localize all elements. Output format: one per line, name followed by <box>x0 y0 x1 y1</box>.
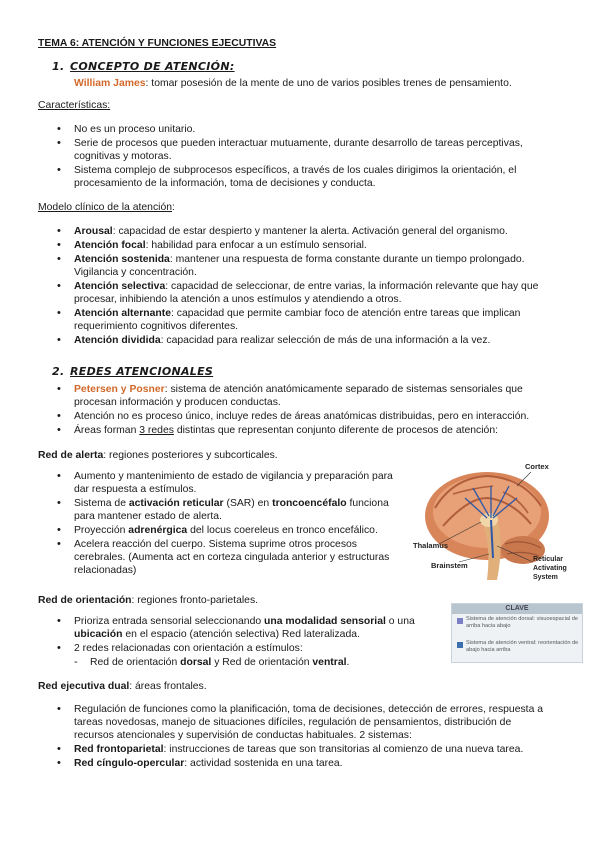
brainstem-label: Brainstem <box>431 561 468 570</box>
list-item: • 2 redes relacionadas con orientación a estímulos: <box>0 642 404 655</box>
list-item: • Atención no es proceso único, incluye redes de áreas anatómicas distribuidas, pero en interacción. <box>0 410 552 423</box>
list-item: • Aumento y mantenimiento de estado de vigilancia y preparación para dar respuesta a estímulos. <box>0 470 404 496</box>
list-item: • Atención dividida: capacidad para realizar selección de más de una información a la vez. <box>0 334 552 347</box>
legend-title: CLAVE <box>452 604 582 614</box>
brain-diagram-image <box>413 458 581 586</box>
list-item: • Sistema de activación reticular (SAR) en troncoencéfalo funciona para mantener estado de alerta. <box>0 497 404 523</box>
list-item: - Red de orientación dorsal y Red de orientación ventral. <box>0 656 420 669</box>
model-label: Modelo clínico de la atención: <box>38 202 175 213</box>
list-item: • Áreas forman 3 redes distintas que representan conjunto diferente de procesos de atención: <box>0 424 552 437</box>
list-item: • No es un proceso unitario. <box>0 123 552 136</box>
list-item: • Atención sostenida: mantener una respuesta de forma constante durante un tiempo prolongado. Vigilancia y concentración. <box>0 253 552 279</box>
list-item: • Arousal: capacidad de estar despierto y mantener la alerta. Activación general del organismo. <box>0 225 552 238</box>
orientation-network-label: Red de orientación: regiones fronto-parietales. <box>38 595 259 606</box>
list-item: • Red cíngulo-opercular: actividad sostenida en una tarea. <box>0 757 552 770</box>
list-item: • Sistema complejo de subprocesos específicos, a través de los cuales dirigimos la orientación, el procesamiento de la información, toma de decisiones y conducta. <box>0 164 552 190</box>
alert-network-list <box>0 470 404 578</box>
document-title: TEMA 6: ATENCIÓN Y FUNCIONES EJECUTIVAS <box>38 38 277 49</box>
networks-list <box>0 383 552 438</box>
list-item: • Proyección adrenérgica del locus coereleus en tronco encefálico. <box>0 524 404 537</box>
legend-dorsal: Sistema de atención dorsal: visuoespacial de arriba hacia abajo <box>452 614 582 638</box>
list-item: • Serie de procesos que pueden interactuar mutuamente, durante desarrollo de tareas perceptivas, cognitivas y motoras. <box>0 137 552 163</box>
list-item: • Regulación de funciones como la planificación, toma de decisiones, detección de errores, respuesta a tareas novedosas, manejo de situaciones difíciles, regulación de pensamientos, distribución de recursos atencionales y supervisión de conductas habituales. 2 sistemas: <box>0 703 552 742</box>
executive-network-list <box>0 703 552 771</box>
ras-label-1: Reticular <box>533 556 563 563</box>
list-item: • Acelera reacción del cuerpo. Sistema suprime otros procesos cerebrales. (Aumenta act en corteza cingulada anterior y estructuras relacionadas) <box>0 538 404 577</box>
list-item: • Red frontoparietal: instrucciones de tareas que son transitorias al comienzo de una nueva tarea. <box>0 743 552 756</box>
definition-line: William James: tomar posesión de la mente de uno de varios posibles trenes de pensamiento. <box>74 78 512 89</box>
list-item: • Petersen y Posner: sistema de atención anatómicamente separado de sistemas sensoriales que procesan información y producen conductas. <box>0 383 552 409</box>
legend-ventral: Sistema de atención ventral: reorientación de abajo hacia arriba <box>452 638 582 662</box>
list-item: • Atención alternante: capacidad que permite cambiar foco de atención entre tareas que implican requerimiento cognitivos diferentes. <box>0 307 552 333</box>
ventral-swatch <box>457 642 463 648</box>
ras-label-2: Activating <box>533 565 567 572</box>
list-item: • Prioriza entrada sensorial seleccionando una modalidad sensorial o una ubicación en el espacio (atención selectiva) Red lateralizada. <box>0 615 444 641</box>
dorsal-swatch <box>457 618 463 624</box>
ras-label-3: System <box>533 574 558 581</box>
cortex-label: Cortex <box>525 462 549 471</box>
orientation-network-list <box>0 615 444 670</box>
section-1-heading: 1. CONCEPTO DE ATENCIÓN: <box>52 60 235 73</box>
characteristics-label: Características: <box>38 100 111 111</box>
list-item: • Atención focal: habilidad para enfocar a un estímulo sensorial. <box>0 239 552 252</box>
author-name: William James <box>74 78 146 89</box>
characteristics-list <box>0 123 552 191</box>
legend-box <box>451 603 583 663</box>
list-item: • Atención selectiva: capacidad de seleccionar, de entre varias, la información relevante que hay que procesar, inhibiendo la atención a unos estímulos y atendiendo a otros. <box>0 280 552 306</box>
section-2-heading: 2. REDES ATENCIONALES <box>52 365 214 378</box>
alert-network-label: Red de alerta: regiones posteriores y subcorticales. <box>38 450 278 461</box>
thalamus-label: Thalamus <box>413 541 449 550</box>
executive-network-label: Red ejecutiva dual: áreas frontales. <box>38 681 207 692</box>
model-list <box>0 225 552 348</box>
